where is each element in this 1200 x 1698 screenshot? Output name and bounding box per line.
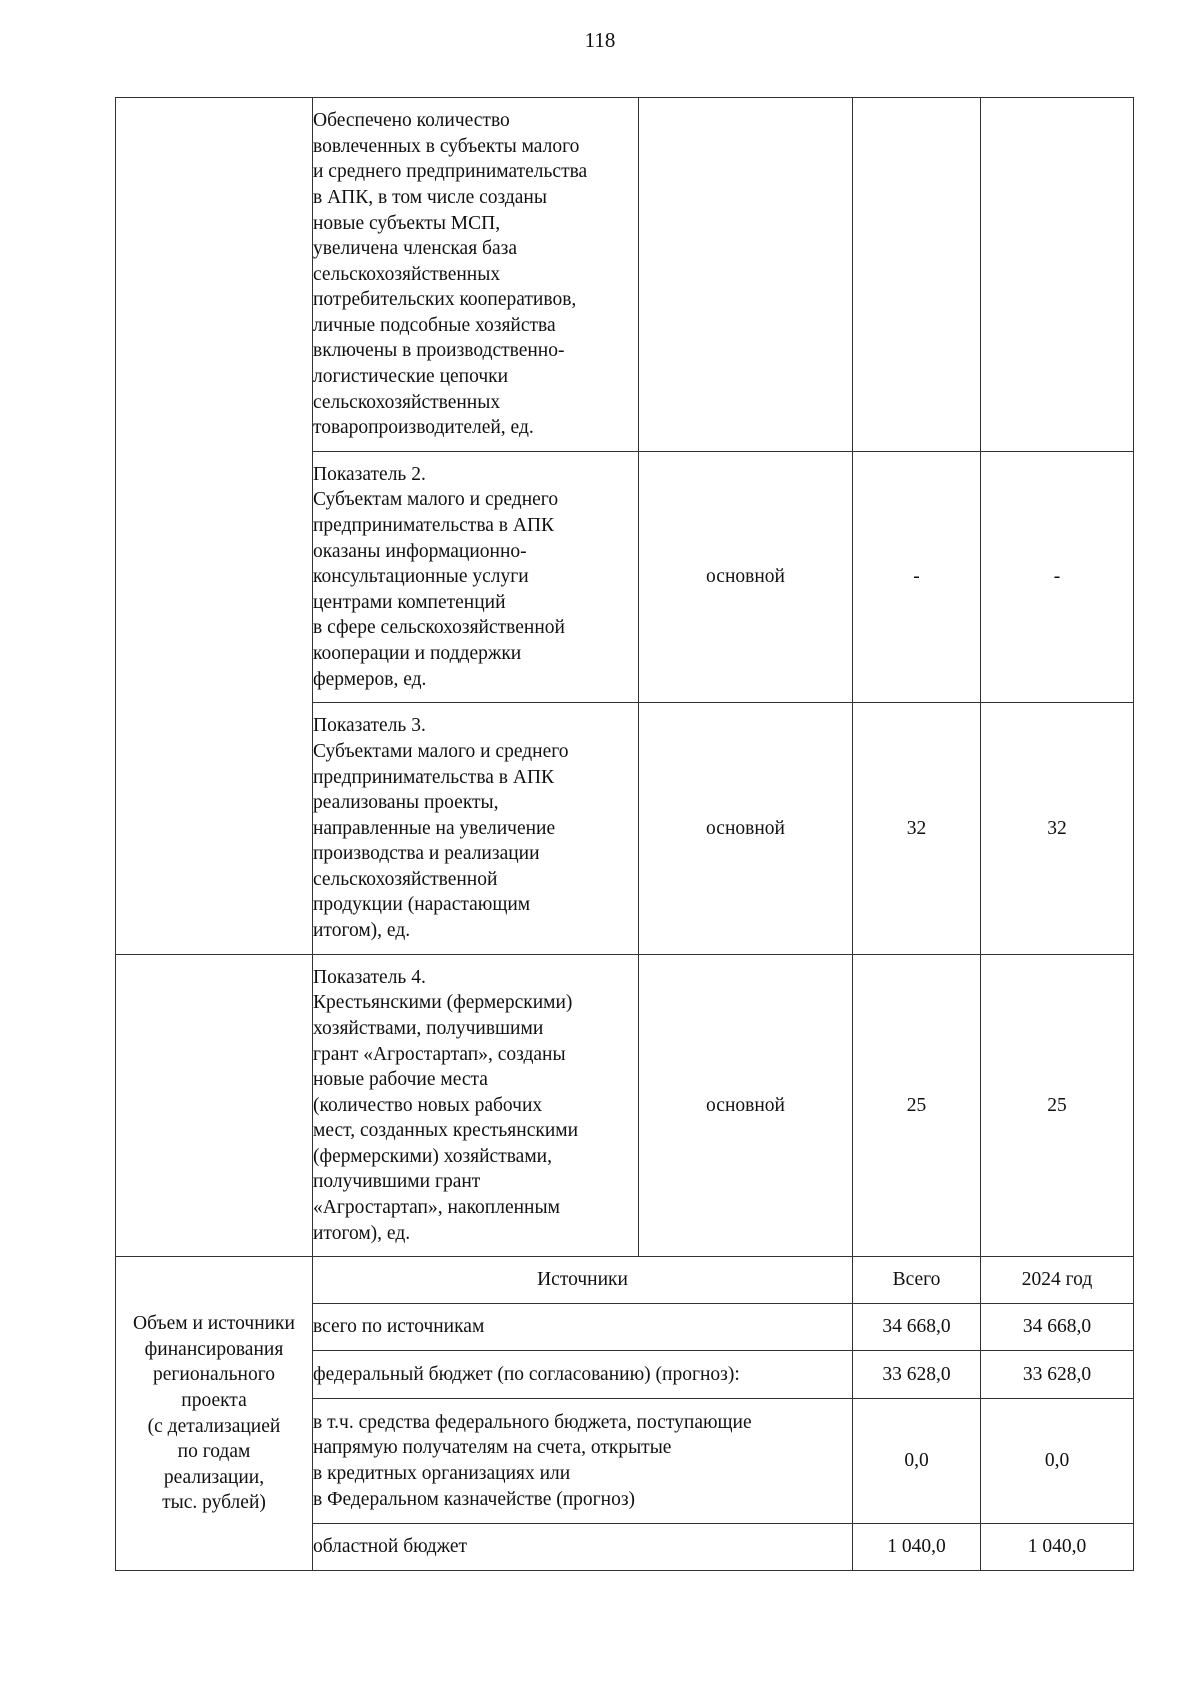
page-number: 118 — [584, 28, 616, 52]
indicator-total: - — [853, 452, 981, 703]
indicator-total: 25 — [853, 955, 981, 1257]
indicator-text: Показатель 4. Крестьянскими (фермерскими) хозяйствами, получившими грант «Агростартап», созданы новые рабочие места (количество новых рабочих мест, созданных крестьянскими (фермерскими) хозяйствами, получившими грант «Агростартап», накопленным итогом), ед. — [313, 955, 639, 1257]
indicator-row — [116, 98, 1134, 452]
indicator-text: Показатель 2. Субъектам малого и среднего предпринимательства в АПК оказаны информационно- консультационные услуги центрами компетенций в сфере сельскохозяйственной кооперации и поддержки фермеров, ед. — [313, 452, 639, 703]
indicator-type: основной — [639, 955, 853, 1257]
indicator-type: основной — [639, 452, 853, 703]
indicator-total — [853, 98, 981, 452]
indicator-year-value: 25 — [981, 955, 1134, 1257]
financing-source: областной бюджет — [313, 1524, 853, 1571]
indicator-text: Показатель 3. Субъектами малого и среднего предпринимательства в АПК реализованы проекты, направленные на увеличение производства и реализации сельскохозяйственной продукции (нарастающим итогом), ед. — [313, 703, 639, 955]
indicator-type: основной — [639, 703, 853, 955]
sources-header: Источники — [313, 1257, 853, 1304]
financing-year-value: 0,0 — [981, 1399, 1134, 1524]
financing-year-value: 34 668,0 — [981, 1304, 1134, 1351]
financing-total: 34 668,0 — [853, 1304, 981, 1351]
financing-source: федеральный бюджет (по согласованию) (прогноз): — [313, 1351, 853, 1399]
financing-year-value: 33 628,0 — [981, 1351, 1134, 1399]
indicator-year-value — [981, 98, 1134, 452]
indicator-year-value: - — [981, 452, 1134, 703]
financing-year-value: 1 040,0 — [981, 1524, 1134, 1571]
project-table — [115, 97, 1134, 1571]
total-header: Всего — [853, 1257, 981, 1304]
blank-label-cell — [116, 955, 313, 1257]
financing-header-row — [116, 1257, 1134, 1304]
financing-total: 33 628,0 — [853, 1351, 981, 1399]
indicator-type — [639, 98, 853, 452]
financing-total: 0,0 — [853, 1399, 981, 1524]
indicator-total: 32 — [853, 703, 981, 955]
year-header: 2024 год — [981, 1257, 1134, 1304]
financing-source: всего по источникам — [313, 1304, 853, 1351]
financing-total: 1 040,0 — [853, 1524, 981, 1571]
financing-label: Объем и источники финансирования регионального проекта (с детализацией по годам реализации, тыс. рублей) — [116, 1257, 313, 1571]
indicator-text: Обеспечено количество вовлеченных в субъекты малого и среднего предпринимательства в АПК, в том числе созданы новые субъекты МСП, увеличена членская база сельскохозяйственных потребительских кооперативов, личные подсобные хозяйства включены в производственно- логистические цепочки сельскохозяйственных товаропроизводителей, ед. — [313, 98, 639, 452]
financing-source: в т.ч. средства федерального бюджета, поступающие напрямую получателям на счета, открытые в кредитных организациях или в Федеральном казначействе (прогноз) — [313, 1399, 853, 1524]
indicator-row — [116, 955, 1134, 1257]
blank-label-cell — [116, 98, 313, 955]
indicator-year-value: 32 — [981, 703, 1134, 955]
